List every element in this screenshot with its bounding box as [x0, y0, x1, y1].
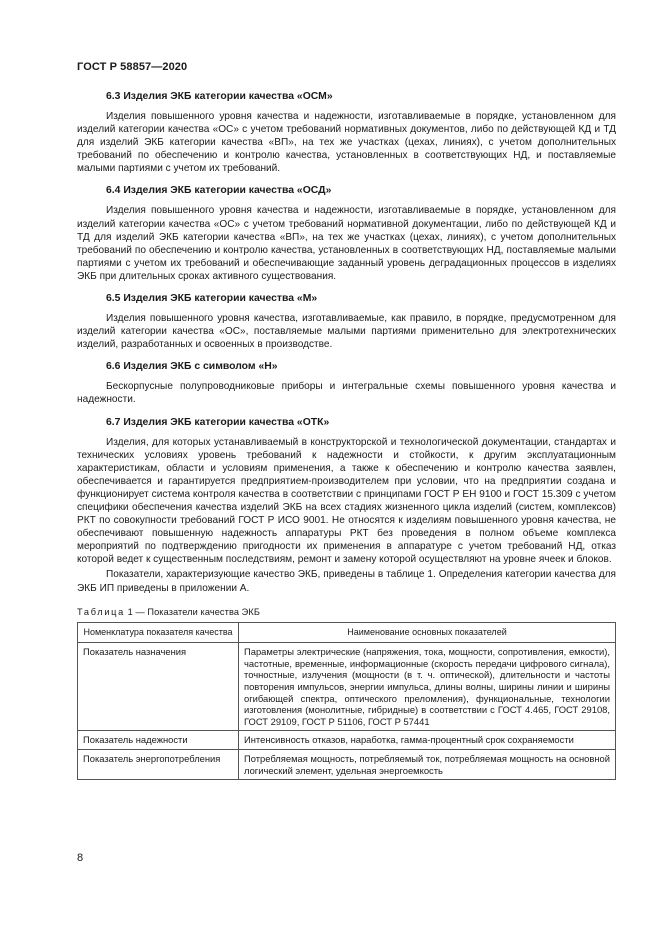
table-cell-value: Параметры электрические (напряжения, тока, мощности, сопротивления, емкости), частотные, временные, информационные (скорость передачи цифрового сигнала), точностные, излучения (мощности (в т. ч. оптической), длительности и частоты повторения импульсов, энергии импульса, длины волны, ширины линии и ширины огибающей спектра, оптического преломления), функциональные, технологии изготовления (монолитные, гибридные) в соответствии с ГОСТ 4.465, ГОСТ 29108, ГОСТ 29109, ГОСТ Р 51106, ГОСТ Р 57441: [239, 643, 616, 731]
table-cell-name: Показатель энергопотребления: [78, 749, 239, 779]
table-header-cell: Наименование основных показателей: [239, 622, 616, 643]
section-6-4: [77, 184, 616, 283]
table-row: [78, 643, 616, 731]
section-paragraph: Изделия повышенного уровня качества и надежности, изготавливаемые в порядке, установленном для изделий категории качества «ОС» с учетом требований нормативной документации, либо по действующей КД и ТД для изделий ЭКБ категории качества «ВП», на тех же участках (цехах, линиях), с учетом дополнительных требований по обеспечению и контролю качества, установленных в соответствующих НД, поставляемые малыми партиями с учетом их требований и обеспечивающие заданный уровень деградационных процессов в изделиях ЭКБ при длительных сроках активного существования.: [77, 205, 616, 282]
section-paragraph: Бескорпусные полупроводниковые приборы и интегральные схемы повышенного уровня качества и надежности.: [77, 381, 616, 406]
table-cell-name: Показатель надежности: [78, 731, 239, 750]
table-cell-value: Интенсивность отказов, наработка, гамма-процентный срок сохраняемости: [239, 731, 616, 750]
quality-indicators-table: [77, 622, 616, 781]
section-paragraph: Изделия повышенного уровня качества, изготавливаемые, как правило, в порядке, предусмотренном для изделий категории качества «ОС», поставляемые малыми партиями применительно для электротехнических изделий, разработанных и освоенных в производстве.: [77, 313, 616, 351]
section-6-7: [77, 416, 616, 595]
table-row: [78, 731, 616, 750]
section-6-3: [77, 90, 616, 175]
table-cell-name: Показатель назначения: [78, 643, 239, 731]
table-caption-prefix: Таблица: [77, 606, 125, 617]
table-cell-value: Потребляемая мощность, потребляемый ток, потребляемая мощность на основной логический элемент, удельная энергоемкость: [239, 749, 616, 779]
table-caption-text: 1 — Показатели качества ЭКБ: [127, 606, 260, 617]
section-paragraph: Показатели, характеризующие качество ЭКБ, приведены в таблице 1. Определения категории качества для ЭКБ ИП приведены в приложении А.: [77, 569, 616, 594]
page-number: 8: [77, 852, 84, 864]
section-title: 6.4 Изделия ЭКБ категории качества «ОСД»: [106, 185, 332, 197]
section-6-6: [77, 360, 616, 406]
section-title: 6.7 Изделия ЭКБ категории качества «ОТК»: [106, 416, 330, 428]
table-header-row: [78, 622, 616, 643]
section-title: 6.6 Изделия ЭКБ с символом «Н»: [106, 361, 278, 373]
section-paragraph: Изделия повышенного уровня качества и надежности, изготавливаемые в порядке, установленном для изделий категории качества «ОС» с учетом требований нормативных документов, либо по действующей КД и ТД для изделий ЭКБ категории качества «ВП», на тех же участках (цехах, линиях), с учетом дополнительных требований по обеспечению и контролю качества, установленных в соответствующих НД, и поставляемые малыми партиями с учетом их требований.: [77, 111, 616, 175]
table-caption: [77, 607, 616, 617]
document-body: [77, 90, 616, 780]
table-header-cell: Номенклатура показателя качества: [78, 622, 239, 643]
table-row: [78, 749, 616, 779]
section-title: 6.3 Изделия ЭКБ категории качества «ОСМ»: [106, 91, 333, 102]
section-paragraph: Изделия, для которых устанавливаемый в конструкторской и технологической документации, стандартах и технических условиях уровень требований к надежности и стойкости, к другим эксплуатационным характеристикам, области и условиям применения, а также к обеспечению и контролю качества заявлен, обеспечивается и гарантируется предприятием-производителем при условии, что на предприятии создана и функционирует система контроля качества в соответствии с принципами ГОСТ Р ЕН 9100 и ГОСТ 15.309 с учетом специфики обеспечения качества изделий ЭКБ на всех стадиях жизненного цикла изделий (систем, комплексов) РКТ по совокупности требований ГОСТ Р ИСО 9001. Не относятся к изделиям повышенного уровня качества, не обеспечивают повышенную надежность аппаратуры РКТ без проведения в полном объеме комплекса мероприятий по подтверждению пригодности их применения в аппаратуре с учетом требований НД, отказ которой ведет к существенным последствиям, ремонт и замену которой осуществляют на уровне ячеек и блоков.: [77, 436, 616, 566]
section-6-5: [77, 292, 616, 351]
section-title: 6.5 Изделия ЭКБ категории качества «М»: [106, 293, 318, 305]
document-header: ГОСТ Р 58857—2020: [77, 61, 188, 73]
